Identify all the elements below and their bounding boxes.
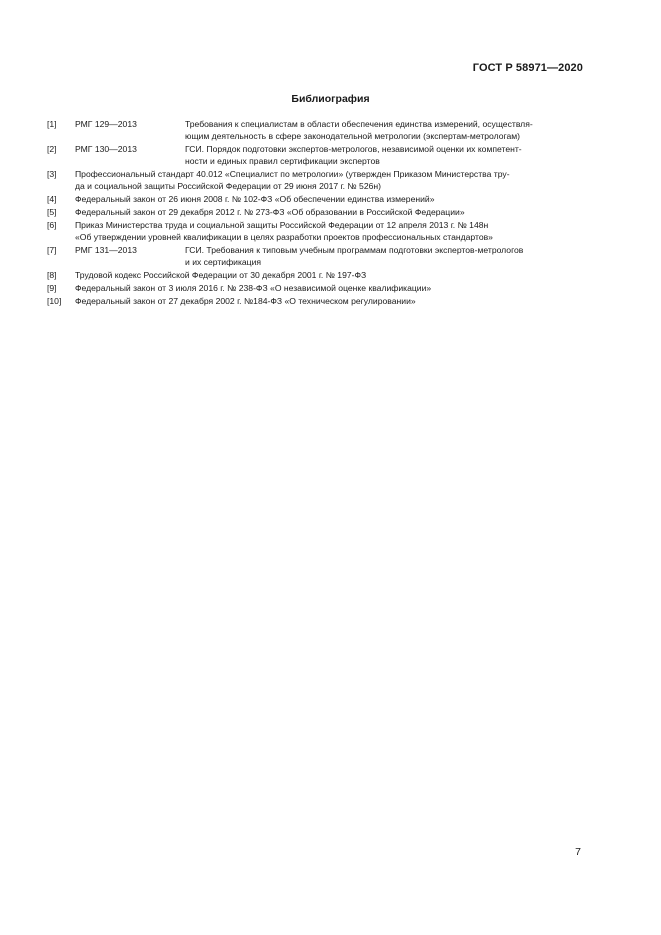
entry-text — [185, 244, 585, 268]
entry-number: [5] — [47, 207, 57, 217]
section-title: Библиография — [291, 93, 370, 105]
entry-line: ющим деятельность в сфере законодательной метрологии (экспертам-метрологам) — [185, 131, 521, 141]
bibliography-entry — [47, 193, 585, 205]
page-number: 7 — [575, 846, 581, 858]
entry-number: [10] — [47, 296, 62, 306]
bibliography-entry — [47, 244, 585, 268]
entry-line: ГСИ. Порядок подготовки экспертов-метрологов, независимой оценки их компетент- — [185, 144, 522, 154]
entry-code: РМГ 129—2013 — [75, 119, 137, 129]
entry-text — [75, 269, 585, 281]
entry-line: Федеральный закон от 3 июля 2016 г. № 238-ФЗ «О независимой оценке квалификации» — [75, 283, 432, 293]
entry-code: РМГ 130—2013 — [75, 144, 137, 154]
bibliography-entry — [47, 219, 585, 243]
entry-text — [75, 168, 585, 192]
bibliography-entry — [47, 168, 585, 192]
bibliography-entry — [47, 282, 585, 294]
entry-line: ГСИ. Требования к типовым учебным программам подготовки экспертов-метрологов — [185, 245, 524, 255]
bibliography-entry — [47, 118, 585, 142]
entry-number: [9] — [47, 283, 57, 293]
entry-line: и их сертификация — [185, 257, 262, 267]
entry-line: Федеральный закон от 26 июня 2008 г. № 102-ФЗ «Об обеспечении единства измерений» — [75, 194, 435, 204]
document-id: ГОСТ Р 58971—2020 — [472, 62, 583, 74]
entry-line: Требования к специалистам в области обеспечения единства измерений, осуществля- — [185, 119, 533, 129]
entry-line: «Об утверждении уровней квалификации в целях разработки проектов профессиональных стандартов» — [75, 232, 493, 242]
entry-number: [4] — [47, 194, 57, 204]
entry-number: [7] — [47, 245, 57, 255]
entry-line: Трудовой кодекс Российской Федерации от 30 декабря 2001 г. № 197-ФЗ — [75, 270, 367, 280]
entry-line: Приказ Министерства труда и социальной защиты Российской Федерации от 12 апреля 2013 г. № 148н — [75, 220, 489, 230]
entry-line: Федеральный закон от 27 декабря 2002 г. №184-ФЗ «О техническом регулировании» — [75, 296, 416, 306]
entry-text — [185, 118, 585, 142]
entry-line: да и социальной защиты Российской Федерации от 29 июня 2017 г. № 526н) — [75, 181, 381, 191]
entry-text — [75, 206, 585, 218]
bibliography-list — [47, 118, 585, 308]
bibliography-entry — [47, 269, 585, 281]
entry-code: РМГ 131—2013 — [75, 245, 137, 255]
entry-text — [75, 282, 585, 294]
entry-line: ности и единых правил сертификации экспертов — [185, 156, 380, 166]
entry-line: Федеральный закон от 29 декабря 2012 г. № 273-ФЗ «Об образовании в Российской Федерации» — [75, 207, 465, 217]
entry-number: [2] — [47, 144, 57, 154]
bibliography-entry — [47, 143, 585, 167]
entry-number: [3] — [47, 169, 57, 179]
entry-number: [1] — [47, 119, 57, 129]
entry-text — [75, 219, 585, 243]
bibliography-entry — [47, 295, 585, 307]
entry-number: [8] — [47, 270, 57, 280]
entry-text — [75, 193, 585, 205]
entry-text — [185, 143, 585, 167]
entry-number: [6] — [47, 220, 57, 230]
entry-text — [75, 295, 585, 307]
bibliography-entry — [47, 206, 585, 218]
entry-line: Профессиональный стандарт 40.012 «Специалист по метрологии» (утвержден Приказом Министерства тру- — [75, 169, 510, 179]
